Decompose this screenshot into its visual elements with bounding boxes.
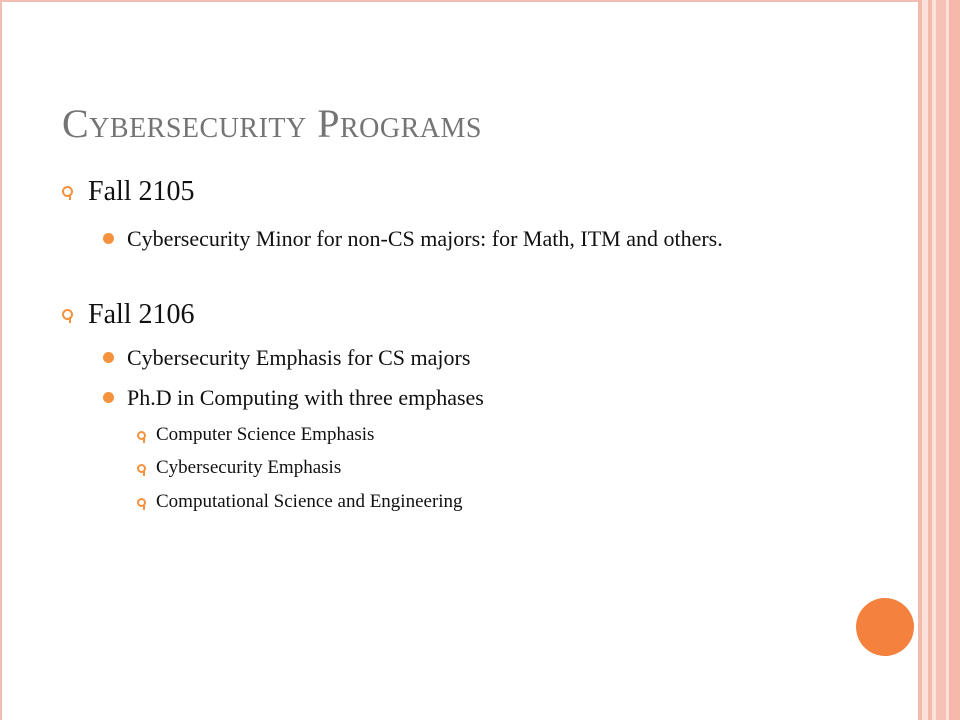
sub-list-item	[156, 491, 463, 513]
list-item	[127, 343, 807, 372]
orange-circle-icon	[856, 598, 914, 656]
list-item	[127, 224, 807, 253]
filled-dot-bullet-icon	[103, 233, 114, 244]
list-item	[127, 383, 807, 412]
small-ring-bullet-icon	[137, 431, 146, 440]
filled-dot-bullet-icon	[103, 392, 114, 403]
small-ring-bullet-icon	[137, 498, 146, 507]
sub-list-item-text: Computational Science and Engineering	[156, 491, 463, 512]
sub-list-item-text: Computer Science Emphasis	[156, 424, 375, 445]
decorative-stripe	[949, 0, 960, 720]
filled-dot-bullet-icon	[103, 352, 114, 363]
list-item-text: Cybersecurity Emphasis for CS majors	[127, 345, 471, 370]
left-border-line	[0, 0, 2, 720]
section-heading-text: Fall 2106	[88, 299, 195, 330]
slide-title: Cybersecurity Programs	[62, 101, 482, 146]
list-item-text: Ph.D in Computing with three emphases	[127, 385, 484, 410]
sub-list-item	[156, 457, 341, 479]
decorative-stripe	[936, 0, 946, 720]
top-border-line	[0, 0, 922, 2]
section-heading-text: Fall 2105	[88, 176, 195, 207]
section-heading	[88, 299, 195, 331]
small-ring-bullet-icon	[137, 464, 146, 473]
list-item-text: Cybersecurity Minor for non-CS majors: for Math, ITM and others.	[127, 226, 723, 251]
hollow-ring-bullet-icon	[62, 186, 73, 197]
hollow-ring-bullet-icon	[62, 309, 73, 320]
section-heading	[88, 176, 195, 208]
sub-list-item	[156, 424, 374, 446]
sub-list-item-text: Cybersecurity Emphasis	[156, 457, 342, 478]
